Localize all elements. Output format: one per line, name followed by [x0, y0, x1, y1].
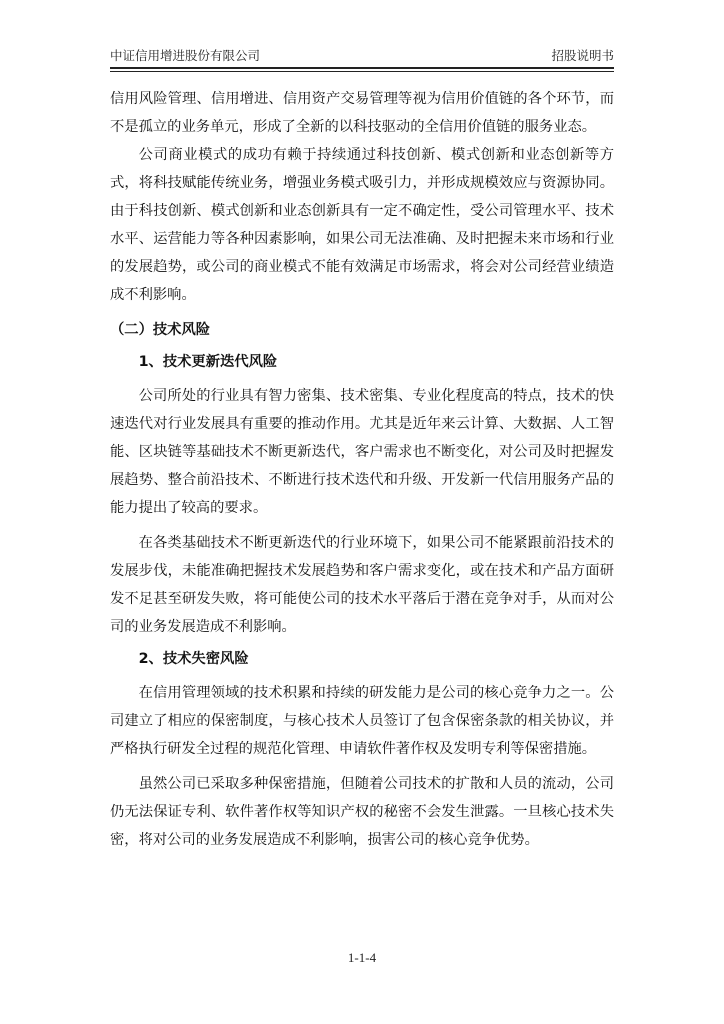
subheading-tech-leak-risk: 2、技术失密风险 [138, 651, 249, 667]
header-document-type: 招股说明书 [551, 48, 614, 63]
document-body [110, 85, 614, 854]
paragraph-value-chain: 信用风险管理、信用增进、信用资产交易管理等视为信用价值链的各个环节，而不是孤立的业务单元，形成了全新的以科技驱动的全信用价值链的服务业态。 [110, 91, 614, 135]
paragraph-tech-leak-1: 在信用管理领域的技术积累和持续的研发能力是公司的核心竞争力之一。公司建立了相应的保密制度，与核心技术人员签订了包含保密条款的相关协议，并严格执行研发全过程的规范化管理、申请软件著作权及发明专利等保密措施。 [110, 685, 614, 757]
header-rule-thin [110, 71, 614, 72]
section-heading-technology-risk: （二）技术风险 [110, 322, 211, 338]
paragraph-tech-iteration-1: 公司所处的行业具有智力密集、技术密集、专业化程度高的特点，技术的快速迭代对行业发展具有重要的推动作用。尤其是近年来云计算、大数据、人工智能、区块链等基础技术不断更新迭代，客户需求也不断变化，对公司及时把握发展趋势、整合前沿技术、不断进行技术迭代和升级、开发新一代信用服务产品的能力提出了较高的要求。 [110, 388, 614, 516]
header-company-name: 中证信用增进股份有限公司 [110, 48, 261, 63]
page-header [110, 46, 614, 66]
page-number: 1-1-4 [347, 950, 377, 965]
subheading-tech-iteration-risk: 1、技术更新迭代风险 [138, 354, 278, 370]
paragraph-business-model-risk: 公司商业模式的成功有赖于持续通过科技创新、模式创新和业态创新等方式，将科技赋能传统业务，增强业务模式吸引力，并形成规模效应与资源协同。由于科技创新、模式创新和业态创新具有一定不确定性，受公司管理水平、技术水平、运营能力等各种因素影响，如果公司无法准确、及时把握未来市场和行业的发展趋势，或公司的商业模式不能有效满足市场需求，将会对公司经营业绩造成不利影响。 [110, 147, 614, 303]
header-rule-thick [110, 67, 614, 69]
paragraph-tech-iteration-2: 在各类基础技术不断更新迭代的行业环境下，如果公司不能紧跟前沿技术的发展步伐，未能准确把握技术发展趋势和客户需求变化，或在技术和产品方面研发不足甚至研发失败，将可能使公司的技术水平落后于潜在竞争对手，从而对公司的业务发展造成不利影响。 [110, 535, 614, 635]
paragraph-tech-leak-2: 虽然公司已采取多种保密措施，但随着公司技术的扩散和人员的流动，公司仍无法保证专利、软件著作权等知识产权的秘密不会发生泄露。一旦核心技术失密，将对公司的业务发展造成不利影响，损害公司的核心竞争优势。 [110, 776, 614, 848]
